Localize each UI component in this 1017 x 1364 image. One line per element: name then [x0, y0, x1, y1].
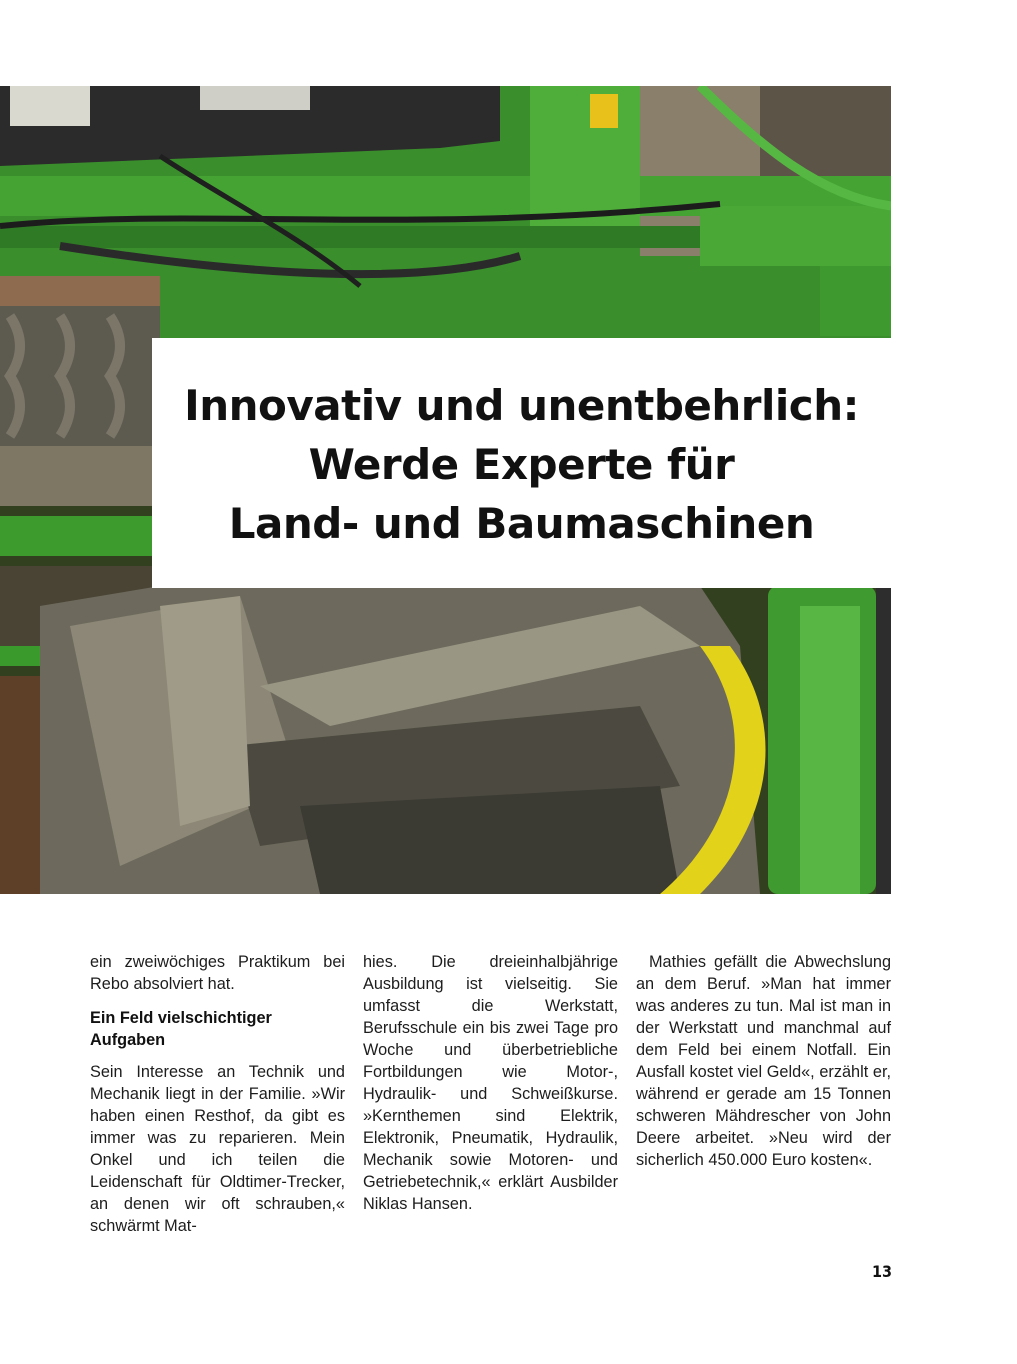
text-column-3 — [636, 951, 891, 1171]
subheading: Ein Feld vielschichtiger Aufgaben — [90, 1009, 272, 1049]
headline-line-2: Werde Experte für — [308, 440, 735, 489]
paragraph: Mathies gefällt die Abwechslung an dem Beruf. »Man hat immer was anderes zu tun. Mal ist man in der Werkstatt und manchmal auf dem Feld bei einem Notfall. Ein Ausfall kostet viel Geld«, erzählt er, während er gerade am 15 Tonnen schweren Mähdrescher von John Deere arbeitet. »Neu wird der sicherlich 450.000 Euro kosten«. — [636, 953, 891, 1169]
paragraph: hies. Die dreieinhalbjährige Ausbildung ist vielseitig. Sie umfasst die Werkstatt, Berufsschule ein bis zwei Tage pro Woche und überbetriebliche Fortbildungen wie Motor-, Hydraulik- und Schweißkurse. »Kernthemen sind Elektrik, Elektronik, Pneumatik, Hydraulik, Mechanik sowie Motoren- und Getriebetechnik,« erklärt Ausbilder Niklas Hansen. — [363, 953, 618, 1213]
headline-box — [152, 338, 891, 588]
paragraph: ein zweiwöchiges Praktikum bei Rebo absolviert hat. — [90, 953, 345, 993]
text-column-1 — [90, 951, 345, 1237]
text-column-2 — [363, 951, 618, 1215]
page-number: 13 — [871, 1262, 892, 1281]
headline-line-3: Land- und Baumaschinen — [228, 499, 815, 548]
paragraph: Sein Interesse an Technik und Mechanik liegt in der Familie. »Wir haben einen Resthof, da gibt es immer was zu reparieren. Mein Onkel und ich teilen die Leidenschaft für Oldtimer-Trecker, an denen wir oft schrauben,« schwärmt Mat- — [90, 1063, 345, 1235]
headline — [152, 376, 891, 553]
headline-line-1: Innovativ und unentbehrlich: — [184, 381, 859, 430]
